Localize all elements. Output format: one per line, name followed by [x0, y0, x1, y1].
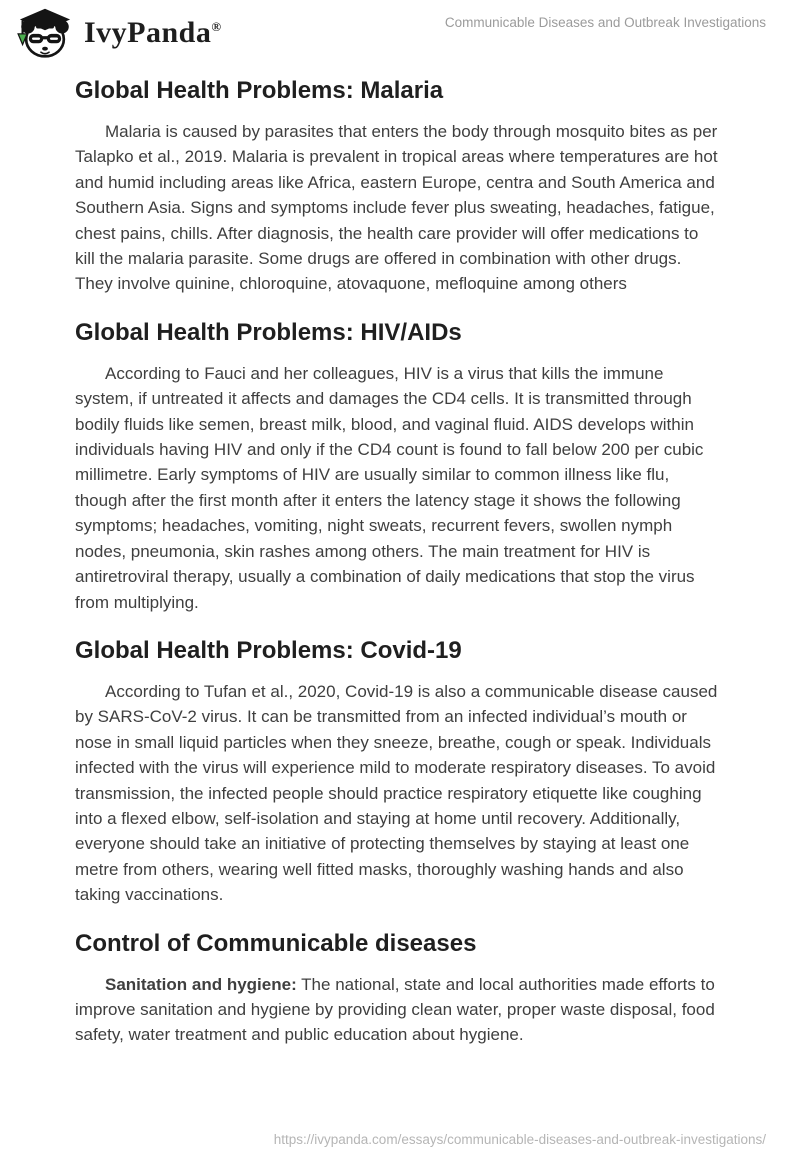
section-heading: Control of Communicable diseases	[75, 929, 477, 957]
section-malaria	[75, 76, 722, 297]
section-heading: Global Health Problems: Malaria	[75, 77, 444, 104]
section-paragraph: Malaria is caused by parasites that enters the body through mosquito bites as per Talapko et al., 2019. Malaria is prevalent in tropical areas where temperatures are hot and humid including areas like Africa, eastern Europe, centra and South America and Southern Asia. Signs and symptoms include fever plus sweating, headaches, fatigue, chest pains, chills. After diagnosis, the health care provider will offer medications to kill the malaria parasite. Some drugs are offered in combination with other drugs. They involve quinine, chloroquine, atovaquone, mefloquine among others	[75, 122, 718, 294]
document-title: Communicable Diseases and Outbreak Investigations	[444, 15, 766, 30]
section-control	[75, 929, 722, 1048]
section-paragraph: According to Fauci and her colleagues, HIV is a virus that kills the immune system, if untreated it affects and damages the CD4 cells. It is transmitted through bodily fluids like semen, breast milk, blood, and vaginal fluid. AIDS develops within individuals having HIV and only if the CD4 count is found to fall below 200 per cubic millimetre. Early symptoms of HIV are usually similar to common illness like flu, though after the first month after it enters the latency stage it shows the following symptoms; headaches, vomiting, night sweats, recurrent fevers, swollen nymph nodes, pneumonia, skin rashes among others. The main treatment for HIV is antiretroviral therapy, usually a combination of daily medications that stop the virus from multiplying.	[75, 363, 704, 612]
page-header	[0, 0, 800, 58]
section-paragraph	[75, 972, 722, 1048]
brand-name-text: IvyPanda	[84, 16, 212, 49]
section-covid-19	[75, 636, 722, 908]
registered-trademark-symbol: ®	[211, 19, 222, 34]
brand-logo[interactable]	[13, 7, 222, 59]
brand-name	[84, 7, 222, 59]
section-heading: Global Health Problems: Covid-19	[75, 636, 462, 664]
section-paragraph: According to Tufan et al., 2020, Covid-19 is also a communicable disease caused by SARS-CoV-2 virus. It can be transmitted from an infected individual’s mouth or nose in small liquid particles when they sneeze, breathe, cough or speak. Individuals infected with the virus will experience mild to moderate respiratory diseases. To avoid transmission, the infected people should practice respiratory etiquette like coughing into a flexed elbow, self-isolation and staying at home until recovery. Additionally, everyone should take an initiative of protecting themselves by staying at least one metre from others, wearing well fitted masks, thoroughly washing hands and also taking vaccinations.	[75, 681, 718, 905]
section-hiv-aids	[75, 318, 722, 615]
footer-url[interactable]: https://ivypanda.com/essays/communicable-diseases-and-outbreak-investigations/	[273, 1132, 766, 1147]
page-footer	[274, 1132, 766, 1147]
paragraph-body: The national, state and local authorities made efforts to improve sanitation and hygiene by providing clean water, proper waste disposal, food safety, water treatment and public education about hygiene.	[75, 974, 715, 1045]
panda-graduate-icon	[13, 7, 77, 59]
section-heading: Global Health Problems: HIV/AIDs	[75, 318, 462, 346]
paragraph-lead: Sanitation and hygiene:	[105, 974, 297, 994]
essay-content	[0, 76, 800, 1048]
